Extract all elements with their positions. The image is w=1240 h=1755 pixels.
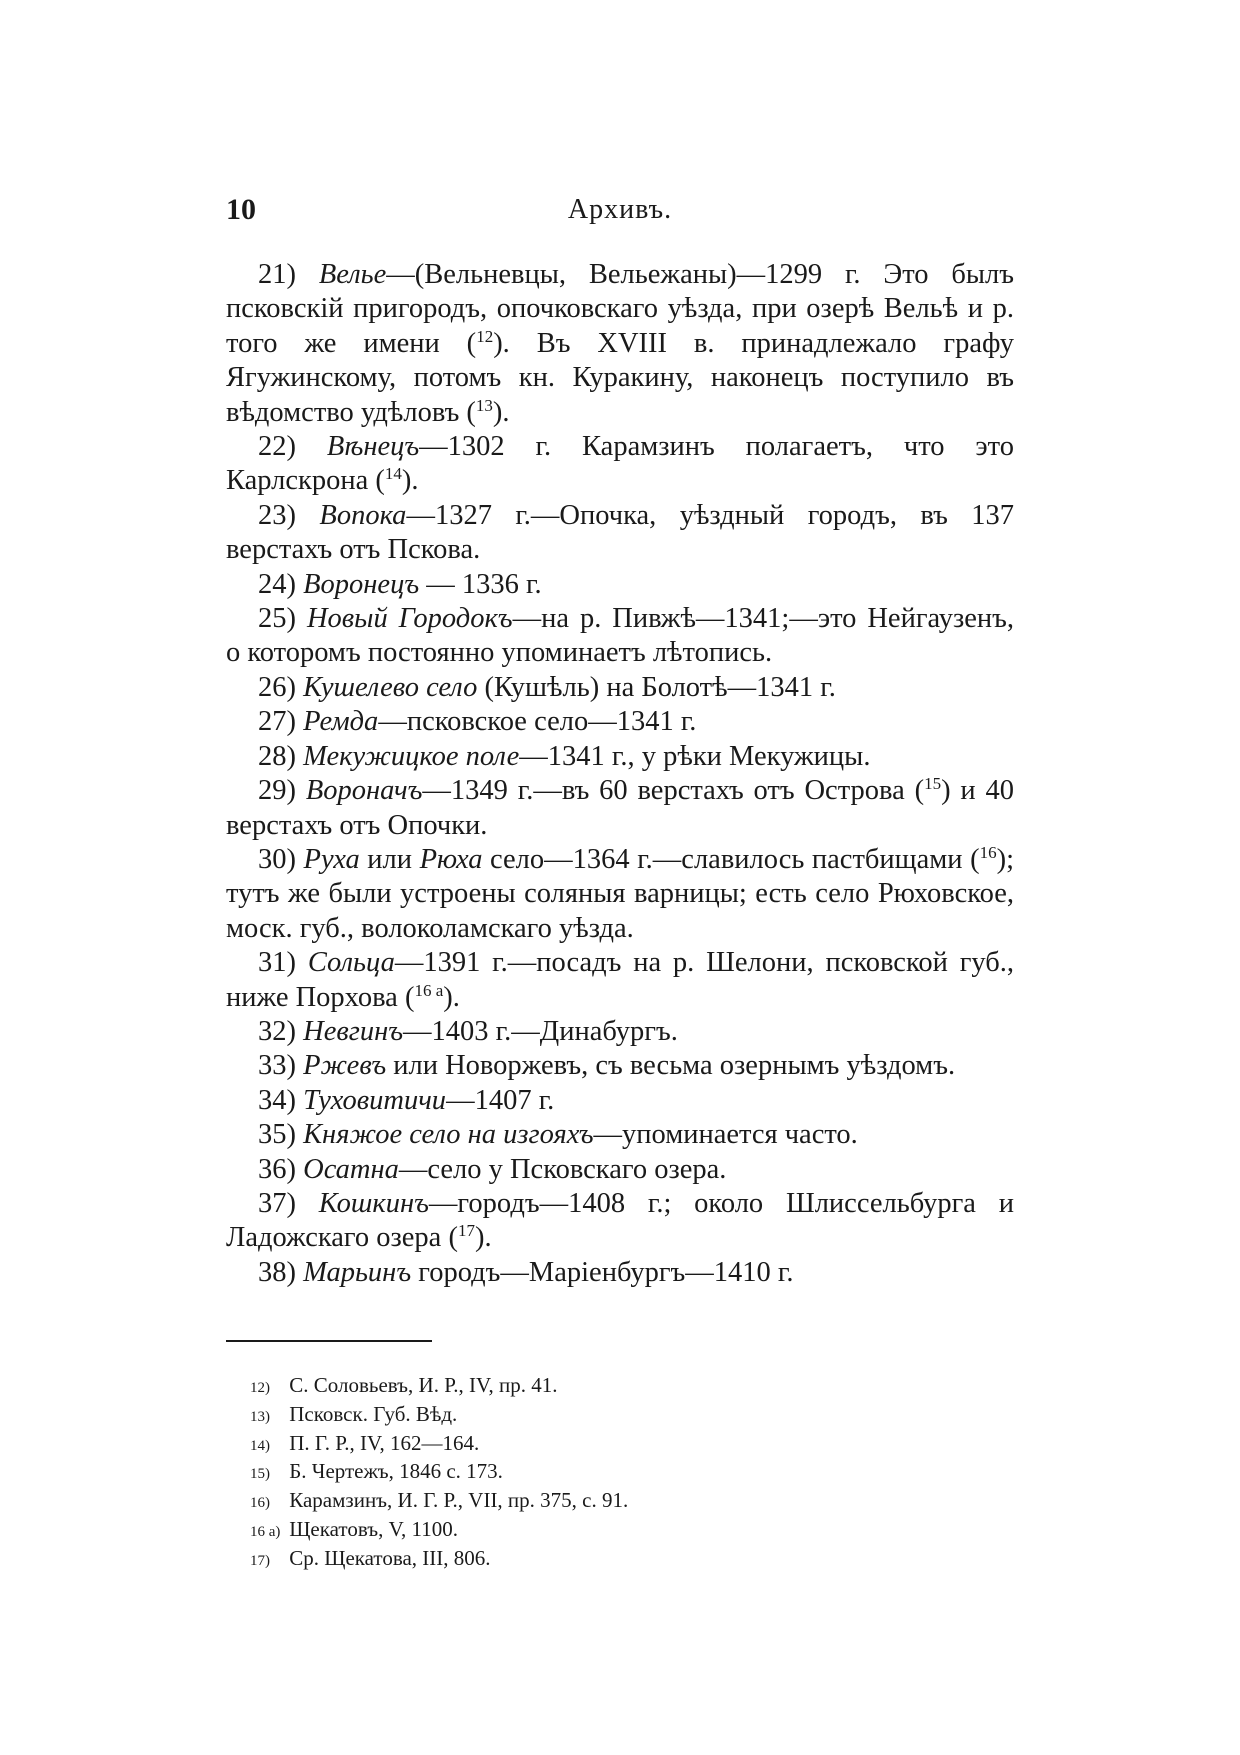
footnote-text: Б. Чертежъ, 1846 с. 173.	[289, 1459, 503, 1484]
entry-text: ).	[401, 465, 419, 497]
entry	[226, 705, 1014, 739]
entry-number: 34)	[258, 1084, 296, 1116]
footnote-ref: 12	[476, 326, 494, 346]
footnote-ref: 15	[924, 774, 942, 794]
entry-number: 37)	[258, 1187, 296, 1219]
footnote-ref: 17	[457, 1221, 475, 1241]
entry	[226, 430, 1014, 499]
footnote-mark: 12)	[250, 1380, 270, 1396]
entry-text: —псковское село—1341 г.	[378, 706, 697, 738]
entry-term: Руха	[303, 843, 360, 875]
entry-text: городъ—Маріенбургъ—1410 г.	[411, 1256, 794, 1288]
footnote	[250, 1488, 628, 1517]
entry-term: Невгинъ	[303, 1015, 404, 1047]
entry-number: 26)	[258, 671, 296, 703]
entry-number: 29)	[258, 775, 296, 807]
footnote-mark: 16 а)	[250, 1523, 281, 1540]
entry-text: или	[359, 843, 420, 875]
footnote-ref: 13	[475, 395, 493, 415]
footnote	[250, 1431, 628, 1460]
entry	[226, 258, 1014, 430]
footnote	[250, 1373, 628, 1402]
entry-number: 36)	[258, 1153, 296, 1185]
entry-text: ).	[443, 981, 460, 1013]
footnote-mark: 14)	[250, 1437, 270, 1454]
entry	[226, 1015, 1014, 1049]
footnote-mark: 16)	[250, 1495, 270, 1512]
entry-text: ); тутъ же были устроены соляныя варницы; есть село Рюховское, моск. губ., волоколамскаго уѣзда.	[226, 843, 1014, 944]
entry-text: ).	[474, 1222, 492, 1254]
footnote-divider	[226, 1340, 432, 1342]
entry-text: — 1336 г.	[419, 568, 542, 600]
entry-term: Ремда	[303, 706, 379, 738]
entry-text: или Новоржевъ, съ весьма озернымъ уѣздомъ.	[386, 1050, 956, 1082]
entry	[226, 1256, 1014, 1290]
entry-term: Вѣнецъ	[326, 431, 420, 463]
entry	[226, 499, 1014, 568]
entry-text: —на р. Пивжѣ—1341;—это Нейгаузенъ, о которомъ постоянно упоминаетъ лѣтопись.	[226, 603, 1015, 669]
entry	[226, 843, 1014, 946]
entry-term: Кошкинъ	[318, 1187, 429, 1219]
entry-term: Новый Городокъ	[306, 603, 513, 635]
footnote	[250, 1546, 628, 1575]
entries-list	[226, 258, 1014, 1290]
entry-number: 38)	[258, 1256, 296, 1288]
entry-term: Вопока	[319, 499, 407, 531]
running-title: Архивъ.	[567, 194, 673, 225]
entry	[226, 671, 1014, 705]
entry-text: ). Въ XVIII в. принадлежало графу Ягужинскому, потомъ кн. Куракину, наконецъ поступило въ вѣдомство удѣловъ (	[226, 327, 1014, 428]
entry-term: Вороначъ	[305, 775, 423, 807]
entry-text: ) и 40 верстахъ отъ Опочки.	[226, 775, 1014, 841]
entry-number: 28)	[258, 740, 296, 772]
footnote-ref: 16	[979, 842, 997, 862]
entry-number: 23)	[258, 499, 296, 531]
entry-term: Сольца	[307, 947, 395, 979]
entry	[226, 1187, 1014, 1256]
entry-text: —1327 г.—Опочка, уѣздный городъ, въ 137 верстахъ отъ Пскова.	[226, 499, 1014, 566]
footnote-text: П. Г. Р., IV, 162—164.	[289, 1430, 480, 1455]
entry-text: —1391 г.—посадъ на р. Шелони, псковской губ., ниже Порхова (	[226, 947, 1015, 1013]
entry	[226, 1118, 1014, 1152]
footnote-ref: 14	[384, 464, 402, 484]
entry-text: —1349 г.—въ 60 верстахъ отъ Острова (	[422, 775, 925, 807]
footnote-text: Щекатовъ, V, 1100.	[289, 1516, 458, 1541]
footnote	[250, 1459, 628, 1488]
entry-term: Княжое село на изгояхъ	[303, 1119, 594, 1151]
footnote-mark: 17)	[250, 1552, 270, 1569]
entry	[226, 774, 1014, 843]
footnote-text: Псковск. Губ. Вѣд.	[289, 1401, 458, 1426]
entry	[226, 946, 1014, 1015]
entry	[226, 1049, 1014, 1083]
entry	[226, 740, 1014, 774]
entry-number: 30)	[258, 843, 296, 875]
footnote-text: С. Соловьевъ, И. Р., IV, пр. 41.	[289, 1373, 558, 1397]
entry-number: 21)	[258, 259, 296, 290]
footnote-mark: 15)	[250, 1466, 270, 1483]
entry-term: Мекужицкое поле	[303, 740, 520, 772]
entry-number: 33)	[258, 1050, 296, 1082]
entry	[226, 1153, 1014, 1187]
page-number: 10	[226, 193, 256, 226]
footnote	[250, 1517, 628, 1546]
entry-term-alt: Рюха	[419, 843, 483, 875]
entry-term: Велье	[318, 259, 387, 290]
entry-text: —1407 г.	[446, 1084, 555, 1116]
entry-text: —1341 г., у рѣки Мекужицы.	[519, 740, 871, 772]
entry-text: (Кушѣль) на Болотѣ—1341 г.	[477, 671, 836, 703]
entry-text: —упоминается часто.	[593, 1119, 858, 1151]
entry-text: ).	[492, 396, 510, 428]
entry-number: 25)	[258, 603, 296, 635]
entry-term: Марьинъ	[303, 1256, 412, 1288]
entry-text: —городъ—1408 г.; около Шлиссельбурга и Ладожскаго озера (	[226, 1187, 1014, 1254]
entry-number: 31)	[258, 947, 296, 979]
entry-term: Осатна	[303, 1153, 399, 1185]
entry-text: —(Вельневцы, Вельежаны)—1299 г. Это былъ псковскій пригородъ, опочковскаго уѣзда, при озерѣ Вельѣ и р. того же имени (	[226, 259, 1014, 359]
entry-number: 22)	[258, 431, 296, 463]
footnote-text: Карамзинъ, И. Г. Р., VII, пр. 375, с. 91.	[289, 1488, 629, 1513]
entry-number: 35)	[258, 1119, 296, 1151]
footnotes-list	[250, 1373, 628, 1575]
entry-term: Туховитичи	[303, 1084, 447, 1116]
entry-number: 24)	[258, 568, 296, 600]
entry-text: —1403 г.—Динабургъ.	[403, 1015, 678, 1047]
entry-text: село—1364 г.—славилось пастбищами (	[482, 843, 980, 875]
entry	[226, 602, 1014, 671]
entry-term: Воронецъ	[303, 568, 420, 600]
footnote-text: Ср. Щекатова, III, 806.	[289, 1545, 491, 1570]
entry-number: 27)	[258, 706, 296, 738]
entry-term: Кушелево село	[303, 671, 478, 703]
entry-text: —1302 г. Карамзинъ полагаетъ, что это Карлскрона (	[226, 431, 1014, 497]
footnote	[250, 1402, 628, 1431]
footnote-mark: 13)	[250, 1408, 270, 1425]
entry-text: —село у Псковскаго озера.	[398, 1153, 727, 1185]
entry-term: Ржевъ	[303, 1050, 387, 1082]
entry	[226, 568, 1014, 602]
footnote-ref: 16 а	[414, 980, 444, 1000]
entry-number: 32)	[258, 1015, 296, 1047]
entry	[226, 1084, 1014, 1118]
